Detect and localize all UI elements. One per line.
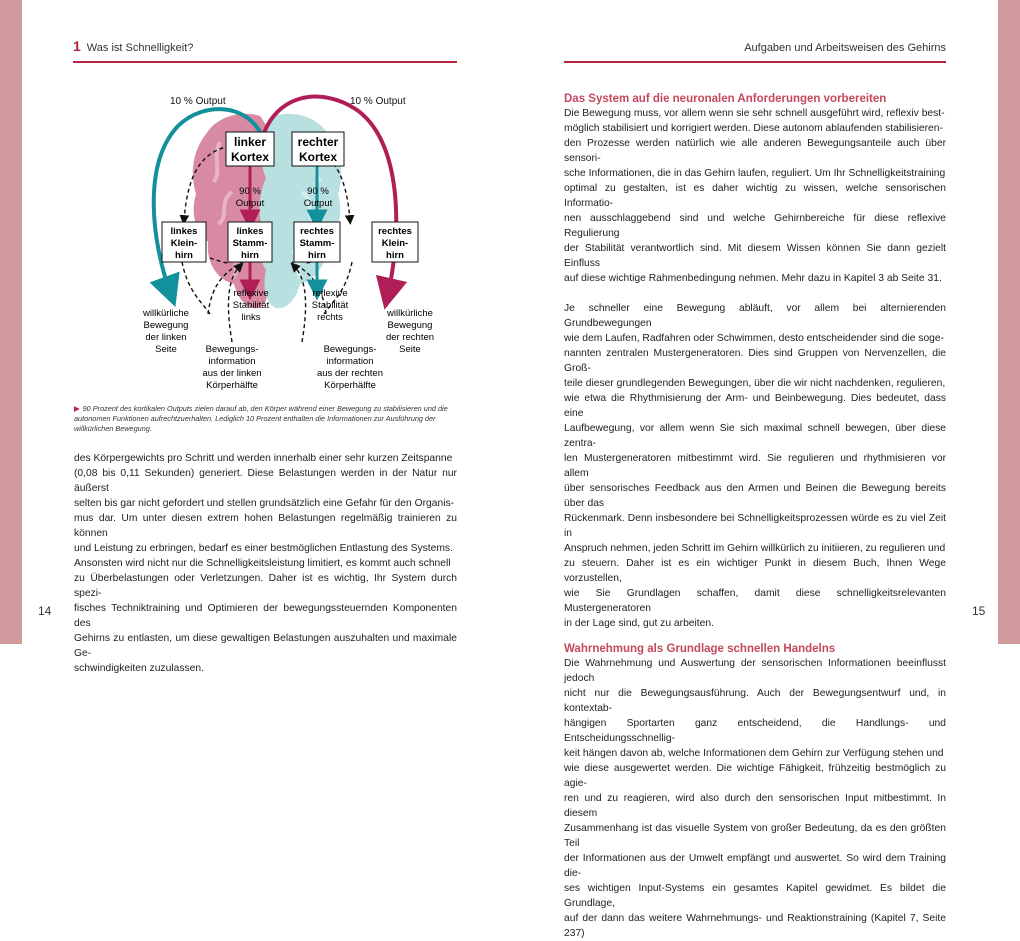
box-right-cortex (292, 132, 344, 166)
body-line: mus dar. Um unter diesen extrem hohen Belastungen regelmäßig trainieren zu können (74, 513, 457, 539)
svg-text:rechtes: rechtes (300, 226, 334, 237)
svg-text:reflexive: reflexive (312, 288, 348, 299)
svg-text:hirn: hirn (175, 250, 193, 261)
body-line: Anspruch nehmen, jeden Schritt im Gehirn willkürlich zu initiieren, zu regulieren und (564, 543, 946, 554)
box-left-brainstem (228, 222, 272, 262)
svg-text:Kortex: Kortex (298, 150, 338, 164)
svg-text:Bewegung: Bewegung (387, 320, 433, 331)
body-line: Die Wahrnehmung und Auswertung der sensorischen Informationen beeinflusst jedoch (564, 658, 946, 684)
body-line: und Leistung zu erbringen, bedarf es einer bestmöglichen Entlastung des Systems. (74, 543, 453, 554)
svg-text:hirn: hirn (308, 250, 326, 261)
figure-caption (74, 404, 474, 434)
caption-marker-icon: ▶ (74, 404, 80, 413)
body-line: teile dieser grundlegenden Bewegungen, über die wir nicht nachdenken, regulieren, (564, 378, 946, 389)
svg-text:der rechten: der rechten (385, 332, 435, 343)
body-line: selten bis gar nicht gefordert und stellen grundsätzlich eine Gefahr für den Organis- (74, 498, 455, 509)
page-edge-right (998, 0, 1020, 644)
body-line: Rückenmark. Denn insbesondere bei Schnelligkeitsprozessen würde es zu viel Zeit in (564, 513, 946, 539)
svg-text:Seite: Seite (155, 344, 177, 355)
body-line: auf diese wichtige Rahmenbedingung nehmen. Mehr dazu in Kapitel 3 ab Seite 31. (564, 273, 942, 284)
body-line: wie diese ausgewertet werden. Die wichtige Fähigkeit, frühzeitig bestmöglich zu agie- (564, 763, 946, 789)
body-line: (0,08 bis 0,11 Sekunden) generiert. Diese Belastungen werden in der Natur nur äußerst (74, 468, 457, 494)
label-output-right (304, 186, 333, 209)
svg-text:90 %: 90 % (239, 186, 261, 197)
svg-text:90 %: 90 % (307, 186, 329, 197)
box-right-cerebellum (372, 222, 418, 262)
label-info-right (317, 344, 383, 391)
body-line: der Informationen aus der Umwelt empfängt und auswertet. So wird dem Training die- (564, 853, 946, 879)
page-edge-left (0, 0, 22, 644)
body-line: Laufbewegung, vor allem wenn Sie sich maximal schnell bewegen, über diese zentra- (564, 423, 946, 449)
svg-text:rechter: rechter (297, 135, 339, 149)
svg-text:der linken: der linken (145, 332, 187, 343)
svg-text:Output: Output (303, 198, 333, 209)
body-line: ren und zu reagieren, wird also durch den sensorischen Input mitbestimmt. In diesem (564, 793, 946, 819)
chapter-number: 1 (73, 38, 81, 54)
svg-text:aus der linken: aus der linken (202, 368, 262, 379)
label-output-left (236, 186, 265, 209)
caption-text: 90 Prozent des kortikalen Outputs zielen darauf ab, den Körper während einer Bewegung zu stabilisieren und die autonomen Funktionen aufrechtzuerhalten. Lediglich 10 Prozent enthalten die Informationen zur Ausführung der willkürlichen Bewegung. (74, 404, 448, 433)
section-heading-2: Wahrnehmung als Grundlage schnellen Handelns (564, 643, 836, 655)
svg-text:links: links (241, 312, 261, 323)
svg-text:reflexive: reflexive (233, 288, 269, 299)
body-line: Die Bewegung muss, vor allem wenn sie sehr schnell ausgeführt wird, reflexiv best- (564, 108, 945, 119)
body-line: nicht nur die Bewegungsausführung. Auch der Bewegungsentwurf und, in kontextab- (564, 688, 946, 714)
body-line: möglich stabilisiert und korrigiert werden. Diese autonom ablaufenden stabilisieren- (564, 123, 943, 134)
svg-text:Klein-: Klein- (170, 238, 198, 249)
left-page (22, 0, 510, 674)
body-line: fisches Techniktraining und Optimieren der bewegungssteuernden Komponenten des (74, 603, 457, 629)
body-line: über sensorisches Feedback aus den Armen und Beinen die Bewegung bereits über das (564, 483, 946, 509)
chapter-title: Was ist Schnelligkeit? (86, 42, 194, 54)
body-line: len Mustergeneratoren mitbestimmt wird. Sie regulieren und rhythmisieren vor allem (564, 453, 946, 479)
body-line: hängigen Sportarten ganz entscheidend, die Handlungs- und Entscheidungsschnellig- (564, 718, 946, 744)
svg-text:linkes: linkes (170, 226, 198, 237)
svg-text:Bewegungs-: Bewegungs- (323, 344, 377, 355)
svg-text:hirn: hirn (241, 250, 259, 261)
body-line: sche Informationen, die in das Gehirn laufen, reguliert. Um Ihr Schnelligkeitstraining (564, 168, 946, 179)
left-body-text (74, 451, 457, 676)
svg-text:Stamm-: Stamm- (299, 238, 335, 249)
body-line: wie etwa die Rhythmisierung der Arm- und Beinbewegung. Dies bedeutet, dass eine (564, 393, 946, 419)
svg-text:willkürliche: willkürliche (143, 308, 189, 319)
header-rule-right (564, 61, 946, 63)
svg-text:Seite: Seite (399, 344, 421, 355)
label-info-left (202, 344, 261, 391)
body-line: schwindigkeiten zuzulassen. (74, 663, 204, 674)
section-heading-1: Das System auf die neuronalen Anforderungen vorbereiten (564, 93, 887, 105)
label-top-left: 10 % Output (170, 96, 226, 107)
svg-text:Körperhälfte: Körperhälfte (324, 380, 376, 391)
right-page (510, 0, 998, 939)
body-line: auf der dann das weitere Wahrnehmungs- und Reaktionstraining (Kapitel 7, Seite 237) (564, 913, 946, 939)
label-top-right: 10 % Output (350, 96, 406, 107)
svg-text:rechtes: rechtes (378, 226, 412, 237)
body-line: optimal zu gestalten, ist es daher wichtig zu wissen, welche sensorischen Informatio- (564, 183, 946, 209)
page-number-right: 15 (972, 604, 986, 618)
body-line: Je schneller eine Bewegung abläuft, vor allem bei alternierenden Grundbewegungen (564, 303, 946, 329)
body-line: Zusammenhang ist das visuelle System von großer Bedeutung, da es den größten Teil (564, 823, 946, 849)
svg-text:information: information (326, 356, 374, 367)
svg-text:Stabilität: Stabilität (232, 300, 270, 311)
svg-text:information: information (208, 356, 256, 367)
body-line: Gehirns zu entlasten, um diese gewaltigen Belastungen auszuhalten und maximale Ge- (74, 633, 457, 659)
body-line: wie dem Laufen, Radfahren oder Schwimmen, desto entscheidender sind die soge- (564, 333, 945, 344)
body-line: nannten zentralen Mustergeneratoren. Dies sind Gruppen von Nervenzellen, die Groß- (564, 348, 946, 374)
svg-text:willkürliche: willkürliche (387, 308, 433, 319)
page-number-left: 14 (38, 604, 52, 618)
svg-text:Bewegungs-: Bewegungs- (205, 344, 259, 355)
svg-text:Output: Output (235, 198, 265, 209)
body-line: zu steuern. Daher ist es ein wichtiger Punkt in diesem Buch, Ihnen Wege vorzustellen, (564, 558, 946, 584)
body-line: Ansonsten wird nicht nur die Schnelligkeitsleistung limitiert, es kommt auch schnell (74, 558, 451, 569)
svg-text:aus der rechten: aus der rechten (316, 368, 384, 379)
box-left-cortex (226, 132, 274, 166)
body-line: zu Überbelastungen oder Verletzungen. Daher ist es wichtig, Ihr System durch spezi- (74, 573, 457, 599)
body-line: in der Lage sind, gut zu arbeiten. (564, 618, 714, 629)
svg-text:Kortex: Kortex (230, 150, 270, 164)
body-line: ses wichtigen Input-Systems ein gesamtes Kapitel gewidmet. Es bildet die Grundlage, (564, 883, 946, 909)
svg-text:Bewegung: Bewegung (143, 320, 189, 331)
running-header-right: Aufgaben und Arbeitsweisen des Gehirns (744, 42, 946, 54)
svg-text:Körperhälfte: Körperhälfte (206, 380, 258, 391)
brain-diagram (92, 82, 442, 398)
label-reflex-right (312, 288, 349, 323)
right-body (564, 93, 946, 941)
svg-text:Klein-: Klein- (381, 238, 409, 249)
label-voluntary-right (386, 308, 434, 355)
body-line: der Stabilität verantwortlich sind. Mit diesem Wissen können Sie dann gezielt Einfluss (564, 243, 946, 269)
running-header-left (73, 38, 193, 54)
body-line: keit hängen davon ab, welche Informationen dem Gehirn zur Verfügung stehen und (564, 748, 944, 759)
body-line: nen ausschlaggebend sind und welche Gehirnbereiche für diese reflexive Regulierung (564, 213, 946, 239)
svg-text:Stabilität: Stabilität (311, 300, 349, 311)
svg-text:linker: linker (233, 135, 267, 149)
body-line: den Prozesse werden natürlich wie alle anderen Bewegungsanteile auch über sensori- (564, 138, 946, 164)
svg-text:hirn: hirn (386, 250, 404, 261)
svg-text:rechts: rechts (317, 312, 343, 323)
svg-text:linkes: linkes (236, 226, 264, 237)
body-line: des Körpergewichts pro Schritt und werden innerhalb einer sehr kurzen Zeitspanne (74, 453, 453, 464)
header-rule-left (73, 61, 457, 63)
label-voluntary-left (142, 308, 189, 355)
body-line: wie Sie Grundlagen schaffen, damit diese schnelligkeitsrelevanten Mustergeneratoren (564, 588, 946, 614)
svg-text:Stamm-: Stamm- (232, 238, 268, 249)
label-reflex-left (233, 288, 270, 323)
box-left-cerebellum (162, 222, 206, 262)
box-right-brainstem (294, 222, 340, 262)
